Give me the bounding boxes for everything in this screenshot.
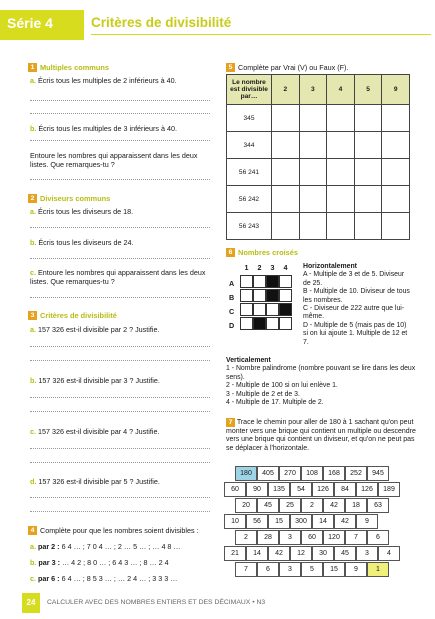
brick[interactable]: 7 [345, 530, 367, 545]
answer-line[interactable] [30, 448, 210, 449]
exercise-2-title [28, 194, 110, 203]
crossword-cell[interactable] [266, 303, 279, 316]
horizontal-title: Horizontalement [303, 263, 357, 270]
answer-line[interactable] [30, 411, 210, 412]
brick[interactable]: 135 [268, 482, 290, 497]
exercise-2b-text: Écris tous les diviseurs de 24. [38, 238, 134, 247]
answer-cell[interactable] [299, 186, 327, 213]
crossword-cell[interactable] [279, 289, 292, 302]
brick[interactable]: 21 [224, 546, 246, 561]
answer-cell[interactable] [382, 159, 410, 186]
horizontal-clue-b: B - Multiple de 10. Diviseur de tous les nombres. [303, 288, 410, 304]
exercise-4a [30, 542, 225, 551]
exercise-4b-label: b. [30, 558, 37, 567]
exercise-2b-label: b. [30, 238, 37, 247]
exercise-6-number: 6 [226, 248, 235, 257]
exercise-3a-text: 157 326 est-il divisible par 2 ? Justifie. [38, 325, 160, 334]
brick[interactable]: 42 [268, 546, 290, 561]
answer-cell[interactable] [272, 132, 300, 159]
page-title: Critères de divisibilité [91, 15, 232, 30]
answer-line[interactable] [30, 511, 210, 512]
brick[interactable]: 9 [356, 514, 378, 529]
brick[interactable]: 60 [224, 482, 246, 497]
page-header [0, 0, 435, 40]
brick[interactable]: 3 [279, 562, 301, 577]
exercise-1a-label: a. [30, 76, 36, 85]
exercise-4c-label: c. [30, 574, 36, 583]
exercise-4c [30, 574, 225, 583]
table-row [227, 159, 410, 186]
brick[interactable]: 18 [345, 498, 367, 513]
exercise-4b-digits[interactable]: … 4 2 ; 8 0 … ; 6 4 3 … ; 8 … 2 4 [61, 558, 169, 567]
crossword-row-d: D [229, 321, 235, 330]
table-row-number: 56 242 [227, 186, 272, 213]
horizontal-clues [303, 263, 413, 347]
exercise-1-number: 1 [28, 63, 37, 72]
answer-line[interactable] [30, 297, 210, 298]
crossword-row-c: C [229, 307, 235, 316]
answer-cell[interactable] [272, 213, 300, 240]
brick[interactable]: 54 [290, 482, 312, 497]
exercise-1-title [28, 63, 109, 72]
answer-cell[interactable] [382, 213, 410, 240]
table-row-number: 345 [227, 105, 272, 132]
exercise-4-text: Complète pour que les nombres soient divisibles : [40, 526, 199, 535]
answer-line[interactable] [30, 258, 210, 259]
brick[interactable]: 126 [312, 482, 334, 497]
crossword-black-cell [266, 275, 279, 288]
brick[interactable]: 14 [246, 546, 268, 561]
table-row-number: 56 243 [227, 213, 272, 240]
horizontal-clue-a: A - Multiple de 3 et de 5. Diviseur de 25. [303, 271, 405, 287]
crossword-cell[interactable] [253, 275, 266, 288]
title-rule [91, 34, 431, 35]
crossword-col-4: 4 [283, 263, 288, 272]
crossword-cell[interactable] [279, 317, 292, 330]
table-row [227, 132, 410, 159]
exercise-2c-text: Entoure les nombres qui apparaissent dans les deux listes. Que remarques-tu ? [30, 268, 206, 287]
exercise-5-text: Complète par Vrai (V) ou Faux (F). [238, 63, 349, 72]
brick[interactable]: 63 [367, 498, 389, 513]
brick-end[interactable]: 1 [367, 562, 389, 577]
crossword-cell[interactable] [240, 317, 253, 330]
answer-line[interactable] [30, 140, 210, 141]
crossword-row-b: B [229, 293, 235, 302]
exercise-2-number: 2 [28, 194, 37, 203]
crossword-col-3: 3 [270, 263, 275, 272]
exercise-3-heading: Critères de divisibilité [40, 311, 117, 320]
answer-cell[interactable] [327, 132, 355, 159]
page-footer [0, 591, 435, 619]
brick[interactable]: 270 [279, 466, 301, 481]
crossword-col-1: 1 [244, 263, 249, 272]
brick[interactable]: 9 [345, 562, 367, 577]
exercise-4a-digits[interactable]: 6 4 … ; 7 0 4 … ; 2 … 5 … ; … 4 8 … [61, 542, 181, 551]
table-header-cell: 2 [272, 75, 300, 105]
vertical-clue-2: 2 - Multiple de 100 si on lui enlève 1. [226, 382, 338, 390]
exercise-4b-key: par 3 : [38, 558, 60, 567]
brick[interactable]: 42 [323, 498, 345, 513]
answer-cell[interactable] [382, 105, 410, 132]
table-header-cell: 5 [354, 75, 382, 105]
exercise-4-number: 4 [28, 526, 37, 535]
exercise-1a [30, 76, 220, 85]
brick[interactable]: 25 [279, 498, 301, 513]
table-row [227, 186, 410, 213]
table-row-number: 56 241 [227, 159, 272, 186]
exercise-3a [30, 325, 220, 334]
exercise-6-heading: Nombres croisés [238, 248, 298, 257]
horizontal-clue-c: C - Diviseur de 222 autre que lui-même. [303, 305, 405, 321]
page-number: 24 [22, 593, 40, 613]
table-header-row [227, 75, 410, 105]
brick[interactable]: 300 [290, 514, 312, 529]
brick[interactable]: 10 [224, 514, 246, 529]
exercise-4b [30, 558, 225, 567]
exercise-2a-text: Écris tous les diviseurs de 18. [38, 207, 134, 216]
exercise-5-number: 5 [226, 63, 235, 72]
brick[interactable]: 126 [356, 482, 378, 497]
crossword-cell[interactable] [240, 303, 253, 316]
crossword-black-cell [253, 317, 266, 330]
brick[interactable]: 20 [235, 498, 257, 513]
exercise-1b-label: b. [30, 124, 37, 133]
exercise-4c-key: par 6 : [38, 574, 60, 583]
footer-text: CALCULER AVEC DES NOMBRES ENTIERS ET DES DÉCIMAUX • N3 [47, 599, 266, 606]
exercise-3-number: 3 [28, 311, 37, 320]
answer-line[interactable] [30, 360, 210, 361]
answer-cell[interactable] [354, 132, 382, 159]
exercise-3b-text: 157 326 est-il divisible par 3 ? Justifie. [38, 376, 160, 385]
exercise-4a-key: par 2 : [38, 542, 60, 551]
serie-badge [0, 10, 84, 40]
serie-label: Série 4 [7, 15, 53, 31]
exercise-6-title [226, 248, 298, 257]
vertical-clue-1: 1 - Nombre palindrome (nombre pouvant se lire dans les deux sens). [226, 365, 416, 381]
answer-cell[interactable] [327, 105, 355, 132]
answer-cell[interactable] [272, 159, 300, 186]
table-row [227, 105, 410, 132]
exercise-3d-label: d. [30, 477, 37, 486]
brick[interactable]: 84 [334, 482, 356, 497]
table-header-cell: Le nombre est divisible par… [227, 75, 272, 105]
brick[interactable]: 14 [312, 514, 334, 529]
brick[interactable]: 5 [301, 562, 323, 577]
exercise-1c-text: Entoure les nombres qui apparaissent dans les deux listes. Que remarques-tu ? [30, 151, 198, 170]
table-header-cell: 3 [299, 75, 327, 105]
exercise-3b [30, 376, 220, 385]
exercise-3b-label: b. [30, 376, 37, 385]
answer-cell[interactable] [327, 186, 355, 213]
brick[interactable]: 12 [290, 546, 312, 561]
exercise-3c-text: 157 326 est-il divisible par 4 ? Justifie. [38, 427, 160, 436]
answer-cell[interactable] [327, 159, 355, 186]
brick[interactable]: 45 [334, 546, 356, 561]
exercise-1a-text: Écris tous les multiples de 2 inférieurs à 40. [38, 76, 177, 85]
brick[interactable]: 168 [323, 466, 345, 481]
brick[interactable]: 15 [268, 514, 290, 529]
brick[interactable]: 6 [367, 530, 389, 545]
brick[interactable]: 108 [301, 466, 323, 481]
exercise-3-title [28, 311, 117, 320]
exercise-3d-text: 157 326 est-il divisible par 5 ? Justifie. [38, 477, 160, 486]
brick[interactable]: 252 [345, 466, 367, 481]
table-header-cell: 9 [382, 75, 410, 105]
exercise-3a-label: a. [30, 325, 36, 334]
exercise-4a-label: a. [30, 542, 36, 551]
brick[interactable]: 7 [235, 562, 257, 577]
brick[interactable]: 2 [235, 530, 257, 545]
answer-line[interactable] [30, 100, 210, 101]
brick[interactable]: 120 [323, 530, 345, 545]
exercise-1b-text: Écris tous les multiples de 3 inférieurs à 40. [38, 124, 178, 133]
answer-cell[interactable] [272, 105, 300, 132]
brick[interactable]: 30 [312, 546, 334, 561]
table-header-cell: 4 [327, 75, 355, 105]
brick[interactable]: 4 [378, 546, 400, 561]
vertical-title: Verticalement [226, 357, 271, 364]
brick[interactable]: 3 [279, 530, 301, 545]
answer-line[interactable] [30, 397, 210, 398]
vertical-clue-3: 3 - Multiple de 2 et de 3. [226, 390, 300, 398]
crossword-black-cell [266, 289, 279, 302]
brick[interactable]: 60 [301, 530, 323, 545]
exercise-3c [30, 427, 220, 436]
brick[interactable]: 45 [257, 498, 279, 513]
exercise-2b [30, 238, 220, 247]
exercise-7-number: 7 [226, 418, 235, 427]
answer-cell[interactable] [354, 105, 382, 132]
exercise-5-intro [226, 63, 426, 72]
exercise-2c [30, 268, 215, 286]
true-false-table [226, 74, 410, 240]
table-row-number: 344 [227, 132, 272, 159]
crossword-cell[interactable] [279, 275, 292, 288]
exercise-4c-digits[interactable]: 6 4 … ; 8 5 3 … ; … 2 4 … ; 3 3 3 … [61, 574, 178, 583]
brick[interactable]: 15 [323, 562, 345, 577]
answer-line[interactable] [30, 113, 210, 114]
answer-line[interactable] [30, 346, 210, 347]
crossword-cell[interactable] [266, 317, 279, 330]
brick[interactable]: 945 [367, 466, 389, 481]
answer-cell[interactable] [382, 132, 410, 159]
answer-cell[interactable] [354, 186, 382, 213]
brick[interactable]: 90 [246, 482, 268, 497]
brick[interactable]: 2 [301, 498, 323, 513]
crossword-cell[interactable] [240, 275, 253, 288]
brick[interactable]: 28 [257, 530, 279, 545]
exercise-7-intro [226, 418, 421, 453]
vertical-clues [226, 357, 416, 407]
answer-cell[interactable] [299, 132, 327, 159]
table-row [227, 213, 410, 240]
brick[interactable]: 6 [257, 562, 279, 577]
crossword-cell[interactable] [253, 303, 266, 316]
answer-line[interactable] [30, 227, 210, 228]
crossword-black-cell [279, 303, 292, 316]
crossword-col-2: 2 [257, 263, 262, 272]
answer-line[interactable] [30, 179, 210, 180]
exercise-4-intro [28, 526, 223, 535]
exercise-2c-label: c. [30, 268, 36, 277]
exercise-2a-label: a. [30, 207, 36, 216]
vertical-clue-4: 4 - Multiple de 17. Multiple de 2. [226, 399, 324, 407]
answer-cell[interactable] [382, 186, 410, 213]
horizontal-clue-d: D - Multiple de 5 (mais pas de 10) si on lui ajoute 1. Multiple de 12 et 7. [303, 321, 408, 346]
answer-line[interactable] [30, 462, 210, 463]
answer-cell[interactable] [299, 159, 327, 186]
brick[interactable]: 189 [378, 482, 400, 497]
answer-cell[interactable] [272, 186, 300, 213]
answer-line[interactable] [30, 497, 210, 498]
crossword-cell[interactable] [240, 289, 253, 302]
brick[interactable]: 3 [356, 546, 378, 561]
exercise-2-heading: Diviseurs communs [40, 194, 111, 203]
crossword-row-a: A [229, 279, 235, 288]
answer-cell[interactable] [327, 213, 355, 240]
answer-cell[interactable] [299, 213, 327, 240]
answer-cell[interactable] [354, 159, 382, 186]
exercise-3d [30, 477, 220, 486]
brick-start[interactable]: 180 [235, 466, 257, 481]
exercise-3c-label: c. [30, 427, 36, 436]
answer-cell[interactable] [354, 213, 382, 240]
exercise-2a [30, 207, 220, 216]
answer-cell[interactable] [299, 105, 327, 132]
brick[interactable]: 56 [246, 514, 268, 529]
brick[interactable]: 42 [334, 514, 356, 529]
exercise-7-text: Trace le chemin pour aller de 180 à 1 sachant qu'on peut monter vers une brique qui contient un multiple ou descendre vers une brique qui contient un diviseur, et qu'on ne peut pas se déplacer à l'horizontale. [226, 419, 416, 452]
crossword-cell[interactable] [253, 289, 266, 302]
exercise-1-heading: Multiples communs [40, 63, 109, 72]
exercise-1b [30, 124, 220, 133]
brick[interactable]: 405 [257, 466, 279, 481]
